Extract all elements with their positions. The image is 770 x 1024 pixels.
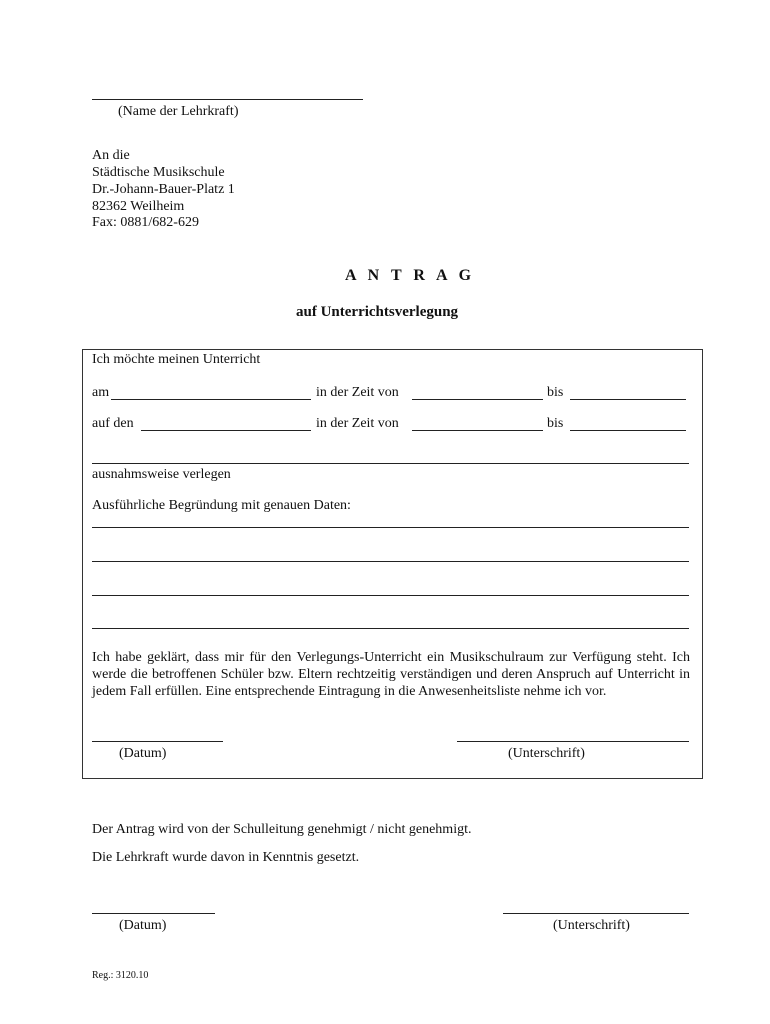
- row2-time-from-field[interactable]: [412, 430, 543, 431]
- address-line: Städtische Musikschule: [92, 165, 225, 180]
- document-title: A N T R A G: [345, 267, 476, 284]
- row1-date-field[interactable]: [111, 399, 311, 400]
- form-datum-label: (Datum): [119, 746, 167, 761]
- teacher-name-label: (Name der Lehrkraft): [118, 104, 239, 119]
- office-date-field[interactable]: [92, 913, 215, 914]
- address-line: An die: [92, 148, 130, 163]
- begruendung-line[interactable]: [92, 628, 689, 629]
- registration-number: Reg.: 3120.10: [92, 970, 149, 981]
- begruendung-line[interactable]: [92, 595, 689, 596]
- document-subtitle: auf Unterrichtsverlegung: [296, 304, 459, 320]
- address-line: Fax: 0881/682-629: [92, 215, 199, 230]
- form-date-field[interactable]: [92, 741, 223, 742]
- office-unterschrift-label: (Unterschrift): [553, 918, 630, 933]
- row1-prefix: am: [92, 385, 110, 400]
- form-intro: Ich möchte meinen Unterricht: [92, 352, 261, 367]
- address-line: 82362 Weilheim: [92, 199, 185, 214]
- approval-text: Der Antrag wird von der Schulleitung genehmigt / nicht genehmigt.: [92, 822, 472, 837]
- office-signature-field[interactable]: [503, 913, 689, 914]
- row2-bis-label: bis: [547, 416, 564, 431]
- begruendung-line[interactable]: [92, 527, 689, 528]
- address-line: Dr.-Johann-Bauer-Platz 1: [92, 182, 235, 197]
- row1-bis-label: bis: [547, 385, 564, 400]
- office-datum-label: (Datum): [119, 918, 167, 933]
- notified-text: Die Lehrkraft wurde davon in Kenntnis gesetzt.: [92, 850, 360, 865]
- begruendung-label: Ausführliche Begründung mit genauen Daten:: [92, 498, 351, 513]
- row1-zeit-label: in der Zeit von: [316, 385, 399, 400]
- teacher-name-field[interactable]: [92, 99, 363, 100]
- begruendung-line[interactable]: [92, 561, 689, 562]
- statement-paragraph: Ich habe geklärt, dass mir für den Verlegungs-Unterricht ein Musikschulraum zur Verfügung steht. Ich werde die betroffenen Schüler bzw. Eltern rechtzeitig verständigen und deren Anspruch auf Unterricht in jedem Fall erfüllen. Eine entsprechende Eintragung in die Anwesenheitsliste nehme ich vor.: [92, 650, 690, 699]
- form-unterschrift-label: (Unterschrift): [508, 746, 585, 761]
- form-signature-field[interactable]: [457, 741, 689, 742]
- request-form-box: [82, 349, 703, 779]
- row1-time-to-field[interactable]: [570, 399, 686, 400]
- row2-zeit-label: in der Zeit von: [316, 416, 399, 431]
- full-width-field[interactable]: [92, 463, 689, 464]
- row1-time-from-field[interactable]: [412, 399, 543, 400]
- ausnahme-label: ausnahmsweise verlegen: [92, 467, 231, 482]
- row2-time-to-field[interactable]: [570, 430, 686, 431]
- row2-prefix: auf den: [92, 416, 134, 431]
- row2-date-field[interactable]: [141, 430, 311, 431]
